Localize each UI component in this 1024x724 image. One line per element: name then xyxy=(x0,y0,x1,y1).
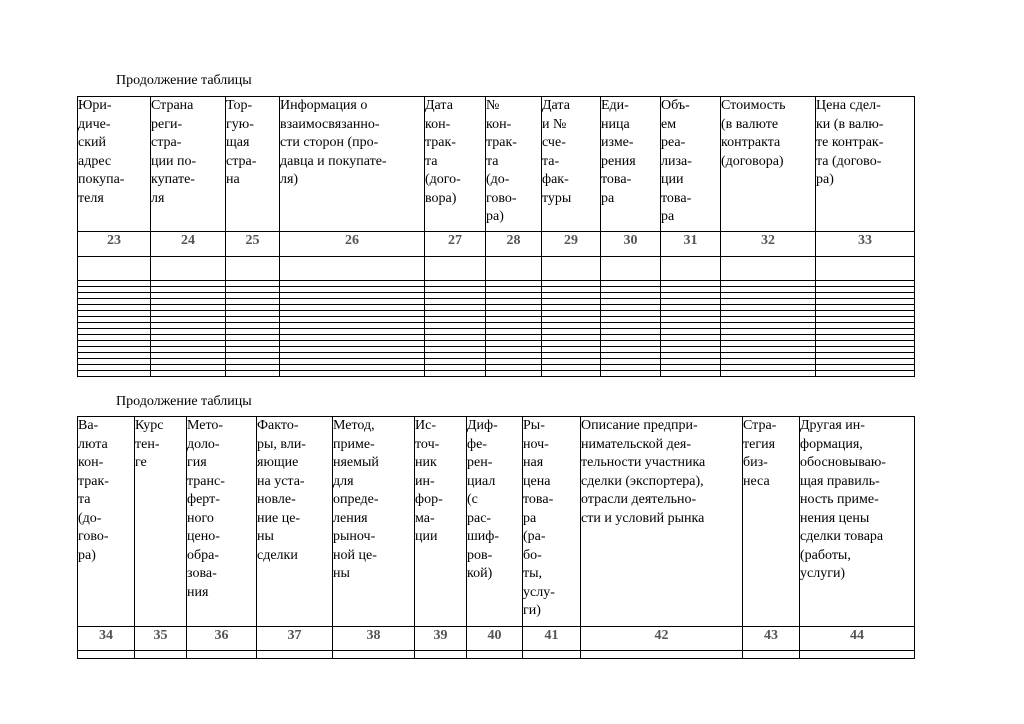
empty-cell xyxy=(721,371,816,377)
empty-cell xyxy=(151,257,226,281)
header-cell: Страна реги- стра- ции по- купате- ля xyxy=(151,97,226,232)
header-cell: Дата кон- трак- та (дого- вора) xyxy=(425,97,486,232)
column-number: 39 xyxy=(415,627,467,651)
table1-empty-rows xyxy=(78,257,915,377)
empty-cell xyxy=(467,651,523,659)
empty-row xyxy=(78,651,915,659)
empty-cell xyxy=(800,651,915,659)
empty-cell xyxy=(280,257,425,281)
header-cell: Диф- фе- рен- циал (с рас- шиф- ров- кой) xyxy=(467,417,523,627)
empty-cell xyxy=(425,371,486,377)
column-number: 42 xyxy=(581,627,743,651)
empty-row xyxy=(78,371,915,377)
empty-cell xyxy=(226,257,280,281)
header-cell: Еди- ница изме- рения това- ра xyxy=(601,97,661,232)
header-cell: Ва- люта кон- трак- та (до- гово- ра) xyxy=(78,417,135,627)
empty-cell xyxy=(280,371,425,377)
column-number: 26 xyxy=(280,232,425,257)
empty-cell xyxy=(581,651,743,659)
header-cell: Дата и № сче- та- фак- туры xyxy=(542,97,601,232)
column-number: 24 xyxy=(151,232,226,257)
column-number: 38 xyxy=(333,627,415,651)
table1-caption: Продолжение таблицы xyxy=(116,73,252,88)
column-number: 43 xyxy=(743,627,800,651)
empty-row xyxy=(78,257,915,281)
empty-cell xyxy=(78,257,151,281)
empty-cell xyxy=(151,371,226,377)
empty-cell xyxy=(333,651,415,659)
empty-cell xyxy=(135,651,187,659)
header-cell: Ры- ноч- ная цена това- ра (ра- бо- ты, услу- ги) xyxy=(523,417,581,627)
table1-header-row xyxy=(78,97,915,232)
table2-empty-rows xyxy=(78,651,915,659)
table2-number-row xyxy=(78,627,915,651)
column-number: 41 xyxy=(523,627,581,651)
header-cell: Тор- гую- щая стра- на xyxy=(226,97,280,232)
column-number: 29 xyxy=(542,232,601,257)
column-number: 44 xyxy=(800,627,915,651)
empty-cell xyxy=(523,651,581,659)
empty-cell xyxy=(425,257,486,281)
column-number: 30 xyxy=(601,232,661,257)
header-cell: Курс тен- ге xyxy=(135,417,187,627)
empty-cell xyxy=(486,257,542,281)
column-number: 27 xyxy=(425,232,486,257)
empty-cell xyxy=(661,257,721,281)
header-cell: Юри- диче- ский адрес покупа- теля xyxy=(78,97,151,232)
empty-cell xyxy=(816,371,915,377)
empty-cell xyxy=(78,651,135,659)
empty-cell xyxy=(542,257,601,281)
table1-number-row xyxy=(78,232,915,257)
column-number: 34 xyxy=(78,627,135,651)
header-cell: Мето- доло- гия транс- ферт- ного цено- обра- зова- ния xyxy=(187,417,257,627)
empty-cell xyxy=(816,257,915,281)
header-cell: Объ- ем реа- лиза- ции това- ра xyxy=(661,97,721,232)
empty-cell xyxy=(257,651,333,659)
empty-cell xyxy=(78,371,151,377)
column-number: 25 xyxy=(226,232,280,257)
column-number: 32 xyxy=(721,232,816,257)
empty-cell xyxy=(486,371,542,377)
empty-cell xyxy=(601,371,661,377)
header-cell: Информация о взаимосвязанно- сти сторон (про- давца и покупате- ля) xyxy=(280,97,425,232)
empty-cell xyxy=(661,371,721,377)
empty-cell xyxy=(415,651,467,659)
empty-cell xyxy=(226,371,280,377)
empty-cell xyxy=(743,651,800,659)
header-cell: Другая ин- формация, обосновываю- щая правиль- ность приме- нения цены сделки товара (работы, услуги) xyxy=(800,417,915,627)
column-number: 37 xyxy=(257,627,333,651)
column-number: 35 xyxy=(135,627,187,651)
header-cell: Стра- тегия биз- неса xyxy=(743,417,800,627)
column-number: 31 xyxy=(661,232,721,257)
table2-caption: Продолжение таблицы xyxy=(116,394,252,409)
empty-cell xyxy=(601,257,661,281)
column-number: 23 xyxy=(78,232,151,257)
header-cell: № кон- трак- та (до- гово- ра) xyxy=(486,97,542,232)
header-cell: Факто- ры, вли- яющие на уста- новле- ние це- ны сделки xyxy=(257,417,333,627)
header-cell: Стоимость (в валюте контракта (договора) xyxy=(721,97,816,232)
column-number: 28 xyxy=(486,232,542,257)
column-number: 36 xyxy=(187,627,257,651)
column-number: 33 xyxy=(816,232,915,257)
table2 xyxy=(77,416,915,659)
header-cell: Метод, приме- няемый для опреде- ления рыноч- ной це- ны xyxy=(333,417,415,627)
empty-cell xyxy=(721,257,816,281)
table2-header-row xyxy=(78,417,915,627)
header-cell: Цена сдел- ки (в валю- те контрак- та (догово- ра) xyxy=(816,97,915,232)
empty-cell xyxy=(187,651,257,659)
column-number: 40 xyxy=(467,627,523,651)
header-cell: Описание предпри- нимательской дея- тельности участника сделки (экспортера), отрасли деятельно- сти и условий рынка xyxy=(581,417,743,627)
header-cell: Ис- точ- ник ин- фор- ма- ции xyxy=(415,417,467,627)
table1 xyxy=(77,96,915,377)
empty-cell xyxy=(542,371,601,377)
